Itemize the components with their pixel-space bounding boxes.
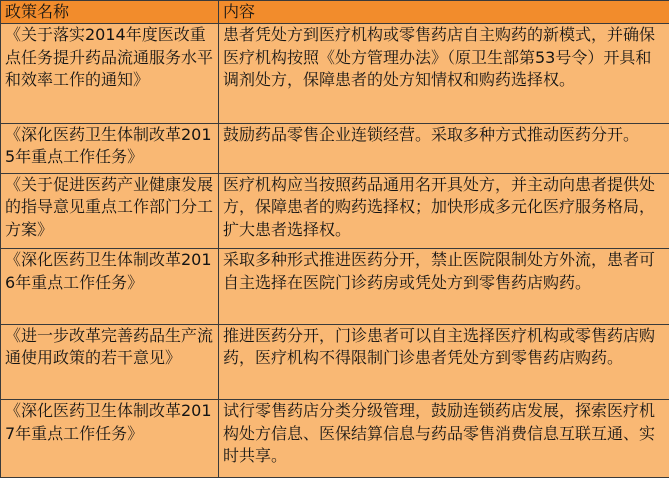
content-cell: 采取多种形式推进医药分开，禁止医院限制处方外流，患者可自主选择在医院门诊药房或凭处方到零售药店购药。 bbox=[219, 249, 669, 324]
table-row bbox=[1, 400, 669, 478]
header-row bbox=[1, 1, 669, 24]
policy-name-cell: 《深化医药卫生体制改革2015年重点工作任务》 bbox=[1, 123, 219, 173]
content-cell: 患者凭处方到医疗机构或零售药店自主购药的新模式，并确保医疗机构按照《处方管理办法》（原卫生部第53号令）开具和调剂处方，保障患者的处方知情权和购药选择权。 bbox=[219, 24, 669, 124]
policy-name-cell: 《关于促进医药产业健康发展的指导意见重点工作部门分工方案》 bbox=[1, 173, 219, 248]
policy-name-cell: 《关于落实2014年度医改重点任务提升药品流通服务水平和效率工作的通知》 bbox=[1, 24, 219, 124]
table-row bbox=[1, 249, 669, 324]
table-row bbox=[1, 24, 669, 124]
table-row bbox=[1, 324, 669, 399]
header-policy-name: 政策名称 bbox=[1, 1, 219, 24]
policy-name-cell: 《深化医药卫生体制改革2017年重点工作任务》 bbox=[1, 400, 219, 478]
content-cell: 推进医药分开，门诊患者可以自主选择医疗机构或零售药店购药，医疗机构不得限制门诊患者凭处方到零售药店购药。 bbox=[219, 324, 669, 399]
table-row bbox=[1, 173, 669, 248]
policy-name-cell: 《进一步改革完善药品生产流通使用政策的若干意见》 bbox=[1, 324, 219, 399]
header-content: 内容 bbox=[219, 1, 669, 24]
content-cell: 试行零售药店分类分级管理，鼓励连锁药店发展，探索医疗机构处方信息、医保结算信息与药品零售消费信息互联互通、实时共享。 bbox=[219, 400, 669, 478]
content-cell: 医疗机构应当按照药品通用名开具处方，并主动向患者提供处方，保障患者的购药选择权；加快形成多元化医疗服务格局，扩大患者选择权。 bbox=[219, 173, 669, 248]
table-row bbox=[1, 123, 669, 173]
content-cell: 鼓励药品零售企业连锁经营。采取多种方式推动医药分开。 bbox=[219, 123, 669, 173]
policy-name-cell: 《深化医药卫生体制改革2016年重点工作任务》 bbox=[1, 249, 219, 324]
